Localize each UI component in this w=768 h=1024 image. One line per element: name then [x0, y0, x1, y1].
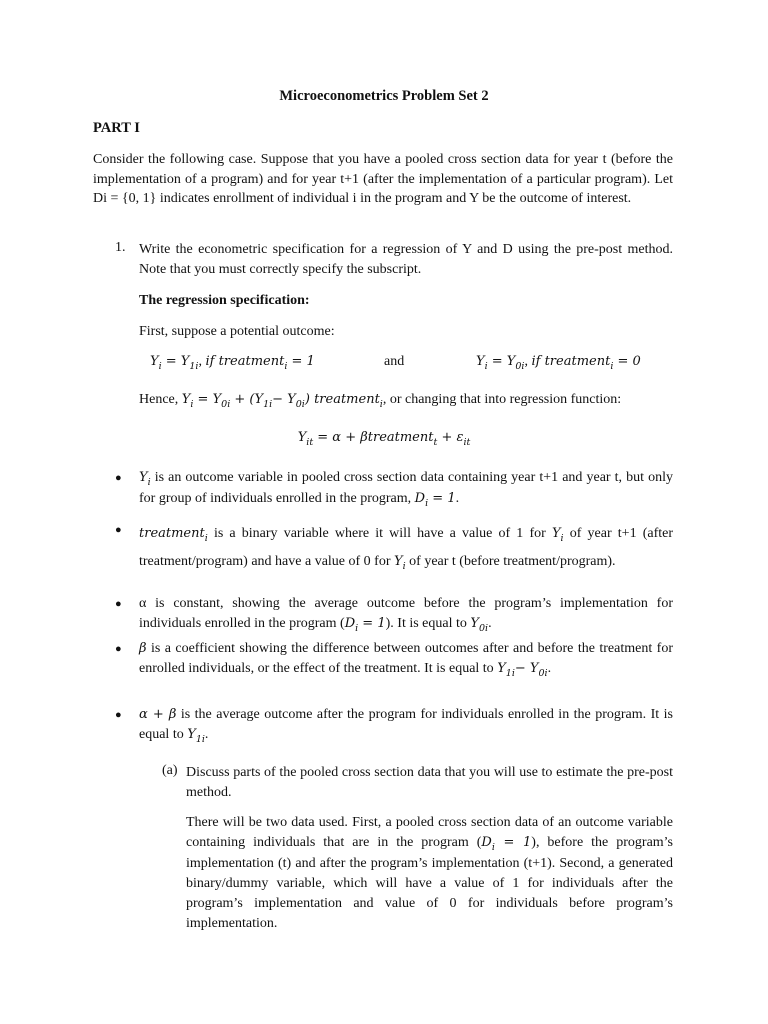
subquestion-label: (a) [162, 763, 178, 778]
equation-treated: $Y_i = Y_{1i}$, if treatment$_i$ = 1 [150, 354, 315, 372]
regression-equation: $Y_{it} = \alpha$ + βtreatment$_t$ + $\varepsilon_{it}$ [297, 430, 471, 448]
bullet-alpha: α is constant, showing the average outcome before the program’s implementation for individuals enrolled in the program $(D_i = 1)$. It is equal to $Y_{0i}$. [139, 596, 673, 634]
bullet-dot: ● [115, 472, 122, 484]
subquestion-a-answer: There will be two data used. First, a pooled cross section data of an outcome variable containing individuals that are in the program $(D_i = 1)$, before the program’s implementation (t) and after the program’s implementation (t+1). Second, a generated binary/dummy variable, which will have a value of 1 for individuals after the program’s implementation and value of 0 for individuals before program’s implementation. [186, 815, 674, 931]
part-heading: PART I [93, 120, 140, 136]
bullet-alpha-plus-beta: α + β is the average outcome after the program for individuals enrolled in the program. It is equal to $Y_{1i}$. [139, 707, 673, 745]
hence-line: Hence, $Y_i = Y_{0i} + (Y_{1i}- Y_{0i})$ treatment$_i$, or changing that into regression function: [139, 392, 622, 410]
equation-untreated: $Y_i = Y_{0i}$, if treatment$_i$ = 0 [476, 354, 641, 372]
bullet-beta: β is a coefficient showing the difference between outcomes after and before the treatment for enrolled individuals, or the effect of the treatment. It is equal to $Y_{1i}- Y_{0i}$. [139, 641, 673, 679]
question-number: 1. [115, 240, 126, 255]
bullet-dot: ● [115, 598, 122, 610]
and-word: and [384, 354, 405, 369]
intro-paragraph: Consider the following case. Suppose that you have a pooled cross section data for year t (before the implementation of a program) and for year t+1 (after the implementation of a particular program). Let Di = {0, 1} indicates enrollment of individual i in the program and Y be the outcome of interest. [93, 152, 673, 206]
spec-heading: The regression specification: [139, 293, 310, 308]
bullet-dot: ● [115, 643, 122, 655]
document-title: Microeconometrics Problem Set 2 [279, 88, 489, 104]
bullet-outcome-variable: $Y_i$ is an outcome variable in pooled cross section data containing year t+1 and year t, but only for group of individuals enrolled in the program, $D_i = 1$. [139, 470, 673, 509]
question-1-text: Write the econometric specification for a regression of Y and D using the pre-post method. Note that you must correctly specify the subscript. [139, 242, 673, 277]
subquestion-a-text: Discuss parts of the pooled cross section data that you will use to estimate the pre-post method. [186, 765, 673, 800]
bullet-treatment-variable: treatment$_i$ is a binary variable where it will have a value of 1 for $Y_i$ of year t+1 (after treatment/program) and have a value of 0 for $Y_i$ of year t (before treatment/program). [139, 526, 674, 572]
bullet-dot: ● [115, 524, 122, 536]
potential-outcome-line: First, suppose a potential outcome: [139, 324, 335, 339]
bullet-dot: ● [115, 709, 122, 721]
